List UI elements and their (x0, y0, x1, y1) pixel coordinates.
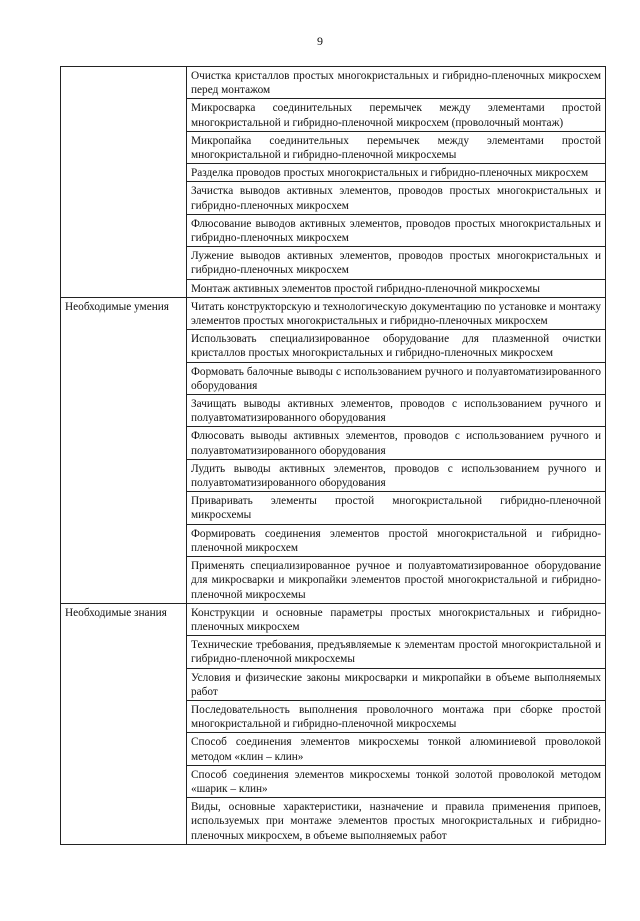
requirement-item: Последовательность выполнения проволочного монтажа при сборке простой многокристальной и гибридно-пленочной микросхемы (187, 700, 606, 732)
requirement-item: Формировать соединения элементов простой многокристальной и гибридно-пленочной микросхем (187, 524, 606, 556)
table-row (61, 67, 606, 99)
requirement-item: Флюсовать выводы активных элементов, проводов с использованием ручного и полуавтоматизированного оборудования (187, 427, 606, 459)
requirement-item: Очистка кристаллов простых многокристальных и гибридно-пленочных микросхем перед монтажом (187, 67, 606, 99)
section-label (61, 67, 187, 298)
requirement-item: Способ соединения элементов микросхемы тонкой алюминиевой проволокой методом «клин – клин» (187, 733, 606, 765)
requirement-item: Условия и физические законы микросварки и микропайки в объеме выполняемых работ (187, 668, 606, 700)
requirement-item: Применять специализированное ручное и полуавтоматизированное оборудование для микросварки и микропайки элементов простой многокристальной и гибридно-пленочной микросхемы (187, 557, 606, 604)
requirement-item: Монтаж активных элементов простой гибридно-пленочной микросхемы (187, 279, 606, 297)
requirement-item: Технические требования, предъявляемые к элементам простой многокристальной и гибридно-пленочной микросхемы (187, 636, 606, 668)
section-label: Необходимые умения (61, 297, 187, 603)
requirement-item: Зачищать выводы активных элементов, проводов с использованием ручного и полуавтоматизированного оборудования (187, 395, 606, 427)
requirement-item: Приваривать элементы простой многокристальной гибридно-пленочной микросхемы (187, 492, 606, 524)
requirement-item: Разделка проводов простых многокристальных и гибридно-пленочных микросхем (187, 164, 606, 182)
page-number: 9 (317, 34, 323, 48)
requirement-item: Зачистка выводов активных элементов, проводов простых многокристальных и гибридно-пленочных микросхем (187, 182, 606, 214)
requirement-item: Конструкции и основные параметры простых многокристальных и гибридно-пленочных микросхем (187, 603, 606, 635)
requirement-item: Формовать балочные выводы с использованием ручного и полуавтоматизированного оборудования (187, 362, 606, 394)
requirement-item: Лудить выводы активных элементов, проводов с использованием ручного и полуавтоматизированного оборудования (187, 459, 606, 491)
requirement-item: Использовать специализированное оборудование для плазменной очистки кристаллов простых многокристальных и гибридно-пленочных микросхем (187, 330, 606, 362)
requirement-item: Читать конструкторскую и технологическую документацию по установке и монтажу элементов простых многокристальных и гибридно-пленочных микросхем (187, 297, 606, 329)
requirement-item: Микропайка соединительных перемычек между элементами простой многокристальной и гибридно-пленочной микросхемы (187, 131, 606, 163)
requirement-item: Виды, основные характеристики, назначение и правила применения припоев, используемых при монтаже элементов простых многокристальных и гибридно-пленочных микросхем, в объеме выполняемых работ (187, 798, 606, 845)
table-row (61, 603, 606, 635)
section-label: Необходимые знания (61, 603, 187, 844)
requirement-item: Флюсование выводов активных элементов, проводов простых многокристальных и гибридно-пленочных микросхем (187, 214, 606, 246)
requirement-item: Лужение выводов активных элементов, проводов простых многокристальных и гибридно-пленочных микросхем (187, 247, 606, 279)
requirement-item: Способ соединения элементов микросхемы тонкой золотой проволокой методом «шарик – клин» (187, 765, 606, 797)
table-row (61, 297, 606, 329)
requirements-table (60, 66, 606, 845)
requirement-item: Микросварка соединительных перемычек между элементами простой многокристальной и гибридно-пленочной микросхем (проволочный монтаж) (187, 99, 606, 131)
